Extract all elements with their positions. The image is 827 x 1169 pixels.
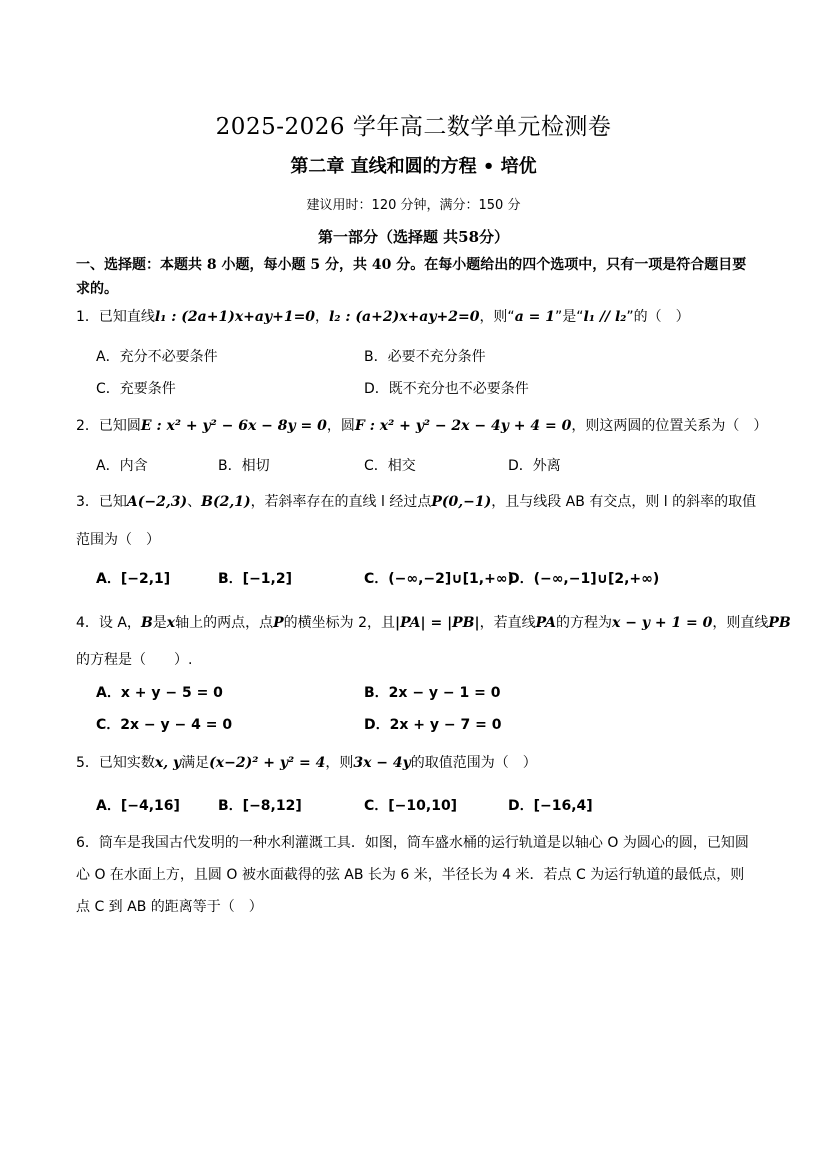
question-1-stem: 1．已知直线l₁ : (2a+1)x+ay+1=0，l₂ : (a+2)x+ay+2=0，则“a = 1”是“l₁ // l₂”的（ ） — [76, 309, 690, 325]
question-1-option-b: B．必要不充分条件 — [364, 349, 486, 365]
distance-equality: |PA| = |PB| — [395, 615, 480, 631]
question-6-stem: 6．筒车是我国古代发明的一种水利灌溉工具．如图，筒车盛水桶的运行轨道是以轴心 O 为圆心的圆，已知圆心 O 在水面上方，且圆 O 被水面截得的弦 AB 长为 6 米，半径长为 4 米．若点 C 为运行轨道的最低点，则点 C 到 AB 的距离等于（ ） — [76, 835, 749, 915]
question-2-option-c: C．相交 — [364, 458, 416, 474]
question-3-stem-cont: 范围为（ ） — [76, 532, 160, 548]
line-pa-equation: x − y + 1 = 0 — [612, 615, 713, 631]
circle-f-equation: F : x² + y² − 2x − 4y + 4 = 0 — [354, 418, 572, 434]
question-4-stem-cont: 的方程是（ ）. — [76, 652, 193, 668]
question-5-option-c: C．[−10,10] — [364, 798, 458, 814]
question-5-option-b: B．[−8,12] — [218, 798, 302, 814]
question-5-stem: 5．已知实数x, y满足(x−2)² + y² = 4，则3x − 4y的取值范围为（ ） — [76, 755, 537, 771]
question-3-option-d: D．(−∞,−1]∪[2,+∞) — [508, 571, 660, 587]
part-heading: 第一部分（选择题 共58分） — [317, 228, 510, 246]
question-5-option-a: A．[−4,16] — [96, 798, 180, 814]
target-expression: 3x − 4y — [353, 755, 411, 771]
question-3-option-a: A．[−2,1] — [96, 571, 171, 587]
question-2-option-b: B．相切 — [218, 458, 270, 474]
point-b: B(2,1) — [201, 494, 251, 510]
line-l1-equation: l₁ : (2a+1)x+ay+1=0 — [154, 309, 316, 325]
question-2-option-d: D．外离 — [508, 458, 561, 474]
circle-condition: (x−2)² + y² = 4 — [209, 755, 326, 771]
question-1-option-d: D．既不充分也不必要条件 — [364, 381, 529, 397]
section-instructions: 一、选择题：本题共 8 小题，每小题 5 分，共 40 分。在每小题给出的四个选项中，只有一项是符合题目要求的。 — [76, 257, 747, 297]
question-3-option-b: B．[−1,2] — [218, 571, 292, 587]
question-4-option-b: B．2x − y − 1 = 0 — [364, 685, 501, 701]
page-title: 2025-2026 学年高二数学单元检测卷 — [215, 114, 612, 140]
question-1-option-c: C．充要条件 — [96, 381, 176, 397]
point-p: P(0,−1) — [431, 494, 492, 510]
circle-e-equation: E : x² + y² − 6x − 8y = 0 — [140, 418, 327, 434]
question-4-stem: 4．设 A，B是x轴上的两点，点P的横坐标为 2，且|PA| = |PB|，若直线PA的方程为x − y + 1 = 0，则直线PB — [76, 615, 791, 631]
question-2-option-a: A．内含 — [96, 458, 148, 474]
question-1-option-a: A．充分不必要条件 — [96, 349, 218, 365]
question-4-option-d: D．2x + y − 7 = 0 — [364, 717, 502, 733]
chapter-subtitle: 第二章 直线和圆的方程 • 培优 — [290, 156, 537, 177]
line-l2-equation: l₂ : (a+2)x+ay+2=0 — [329, 309, 480, 325]
question-3-option-c: C．(−∞,−2]∪[1,+∞) — [364, 571, 514, 587]
question-4-option-a: A．x + y − 5 = 0 — [96, 685, 223, 701]
time-info: 建议用时：120 分钟，满分：150 分 — [306, 198, 521, 213]
question-3-stem: 3．已知A(−2,3)、B(2,1)，若斜率存在的直线 l 经过点P(0,−1)，且与线段 AB 有交点，则 l 的斜率的取值 — [76, 494, 757, 510]
question-4-option-c: C．2x − y − 4 = 0 — [96, 717, 233, 733]
question-2-stem: 2．已知圆E : x² + y² − 6x − 8y = 0，圆F : x² + y² − 2x − 4y + 4 = 0，则这两圆的位置关系为（ ） — [76, 418, 768, 434]
question-5-option-d: D．[−16,4] — [508, 798, 593, 814]
point-a: A(−2,3) — [126, 494, 188, 510]
